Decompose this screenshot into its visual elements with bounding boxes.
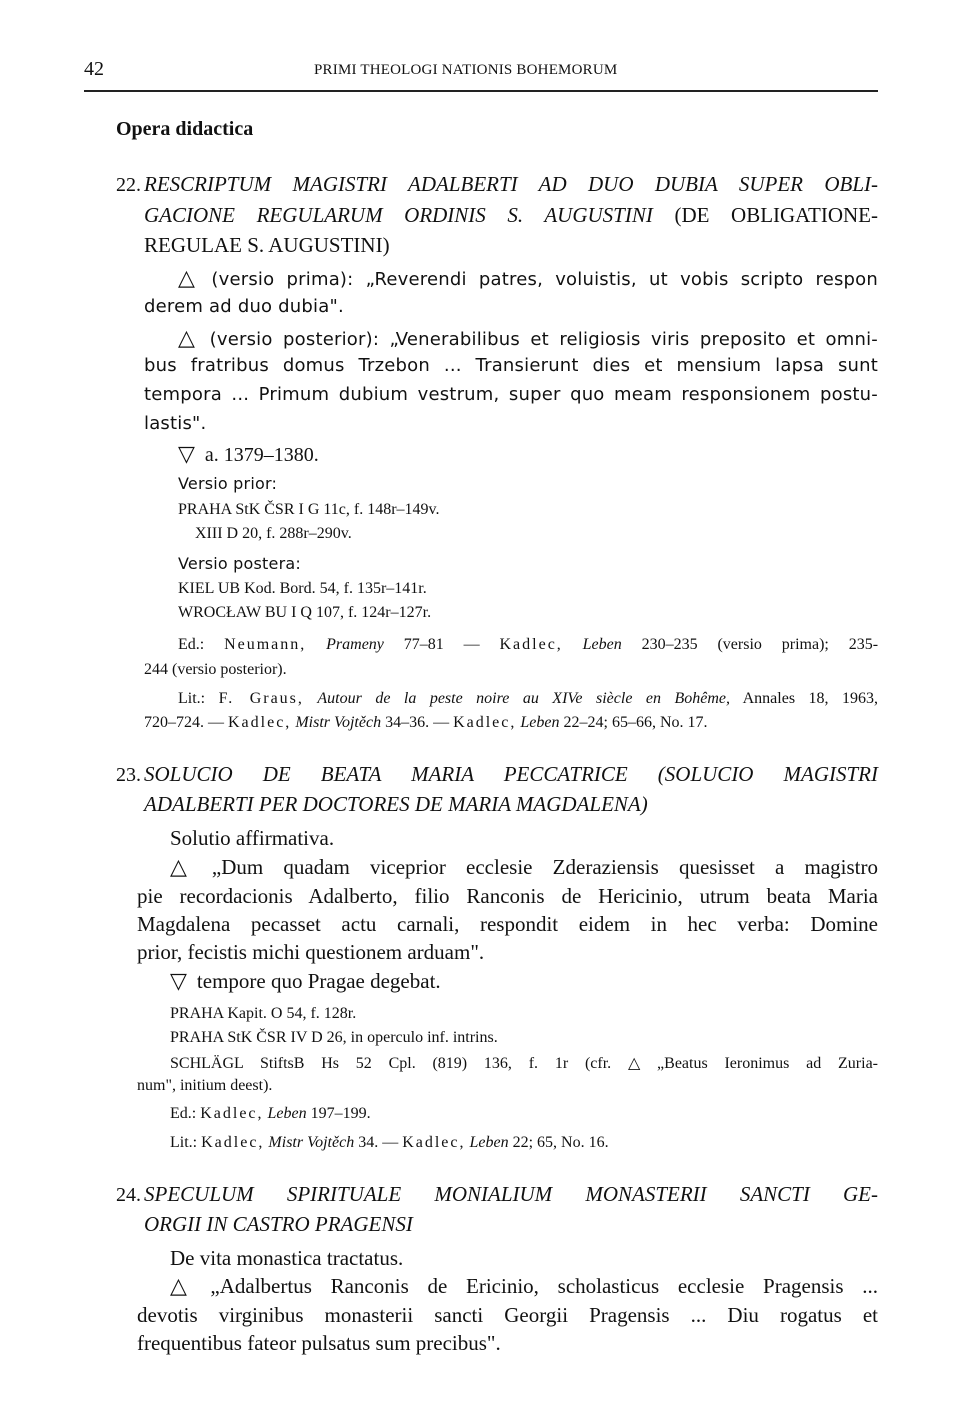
entry-23-ms-2: PRAHA StK ČSR IV D 26, in operculo inf. intrins. [170, 1029, 498, 1046]
entry-22-incipit-2-line-4: lastis". [144, 413, 207, 434]
entry-22-edition-line-1: Ed.: Neumann, Prameny 77–81 — Kadlec, Leben 230–235 (versio prima); 235- [178, 636, 879, 653]
entry-22-versio-postera-ms-1: KIEL UB Kod. Bord. 54, f. 135r–141r. [178, 580, 427, 597]
entry-22-title-line-1: RESCRIPTUM MAGISTRI ADALBERTI AD DUO DUBIA SUPER OBLI- [144, 172, 878, 196]
incipit-triangle-icon: △ [178, 326, 200, 351]
entry-23-genre: Solutio affirmativa. [170, 826, 335, 850]
incipit-triangle-icon: △ [627, 1053, 654, 1072]
entry-22-title-italic: GACIONE REGULARUM ORDINIS S. AUGUSTINI [144, 203, 653, 227]
entry-22-incipit-2-line-1: △ (versio posterior): „Venerabilibus et religiosis viris preposito et omni- [178, 326, 878, 351]
entry-23-number: 23. [116, 764, 141, 786]
entry-22-versio-prior-ms-2: XIII D 20, f. 288r–290v. [195, 525, 352, 542]
entry-23-ms-3-line-2: num", initium deest). [137, 1077, 273, 1094]
explicit-triangle-icon: ▽ [170, 969, 187, 994]
entry-23-incipit-line-4: prior, fecistis michi questionem arduam". [137, 940, 485, 964]
entry-22-title-upright: (DE OBLIGATIONE- [674, 203, 878, 227]
entry-22-date: ▽ a. 1379–1380. [178, 442, 319, 467]
entry-23-title-line-2: ADALBERTI PER DOCTORES DE MARIA MAGDALENA) [144, 792, 648, 816]
entry-22-versio-prior-label: Versio prior: [178, 474, 278, 493]
entry-22-title-line-3: REGULAE S. AUGUSTINI) [144, 233, 390, 257]
entry-23-literature: Lit.: Kadlec, Mistr Vojtěch 34. — Kadlec, Leben 22; 65, No. 16. [170, 1134, 609, 1151]
entry-22-incipit-2-line-2: bus fratribus domus Trzebon ... Transierunt dies et mensium lapsa sunt [144, 355, 878, 376]
entry-24-number: 24. [116, 1184, 141, 1206]
entry-22-versio-postera-label: Versio postera: [178, 554, 301, 573]
entry-23-edition: Ed.: Kadlec, Leben 197–199. [170, 1105, 371, 1122]
entry-24-incipit-line-3: frequentibus fateor pulsatus sum precibus". [137, 1331, 501, 1355]
running-title: PRIMI THEOLOGI NATIONIS BOHEMORUM [314, 62, 618, 78]
entry-23-explicit: ▽ tempore quo Pragae degebat. [170, 969, 441, 994]
entry-24-genre: De vita monastica tractatus. [170, 1246, 404, 1270]
entry-22-incipit-2-line-3: tempora ... Primum dubium vestrum, super quo meam responsionem postu- [144, 384, 878, 405]
entry-22-versio-prior-ms-1: PRAHA StK ČSR I G 11c, f. 148r–149v. [178, 501, 440, 518]
entry-22-incipit-1-line-2: derem ad duo dubia". [144, 296, 344, 317]
header-rule [84, 90, 878, 92]
entry-24-incipit-line-2: devotis virginibus monasterii sancti Georgii Pragensis ... Diu rogatus et [137, 1303, 878, 1327]
running-header [84, 58, 878, 86]
entry-23-ms-1: PRAHA Kapit. O 54, f. 128r. [170, 1005, 357, 1022]
entry-22-edition-line-2: 244 (versio posterior). [144, 661, 287, 678]
entry-22-literature-line-2: 720–724. — Kadlec, Mistr Vojtěch 34–36. — Kadlec, Leben 22–24; 65–66, No. 17. [144, 714, 708, 731]
entry-22-number: 22. [116, 174, 141, 196]
entry-23-incipit-line-1: △ „Dum quadam viceprior ecclesie Zderaziensis quesisset a magistro [170, 855, 879, 880]
page-number: 42 [84, 58, 104, 80]
entry-22-incipit-1-line-1: △ (versio prima): „Reverendi patres, voluistis, ut vobis scripto respon [178, 266, 879, 291]
entry-22-title-line-2 [144, 203, 878, 228]
entry-23-title-line-1: SOLUCIO DE BEATA MARIA PECCATRICE (SOLUCIO MAGISTRI [144, 762, 878, 786]
entry-23-incipit-line-3: Magdalena pecasset actu carnali, respondit eidem in hec verba: Domine [137, 912, 878, 936]
entry-22-versio-postera-ms-2: WROCŁAW BU I Q 107, f. 124r–127r. [178, 604, 432, 621]
section-title: Opera didactica [116, 118, 254, 140]
entry-23-ms-3-line-1: SCHLÄGL StiftsB Hs 52 Cpl. (819) 136, f. 1r (cfr. △ „Beatus Ieronimus ad Zuria- [170, 1053, 879, 1072]
explicit-triangle-icon: ▽ [178, 442, 195, 467]
incipit-triangle-icon: △ [178, 266, 202, 291]
entry-23-incipit-line-2: pie recordacionis Adalberto, filio Ranconis de Hericinio, utrum beata Maria [137, 884, 878, 908]
incipit-triangle-icon: △ [170, 855, 202, 880]
entry-24-title-line-1: SPECULUM SPIRITUALE MONIALIUM MONASTERII SANCTI GE- [144, 1182, 878, 1206]
entry-22-literature-line-1: Lit.: F. Graus, Autour de la peste noire au XIVe siècle en Bohême, Annales 18, 1963, [178, 690, 879, 707]
entry-24-title-line-2: ORGII IN CASTRO PRAGENSI [144, 1212, 413, 1236]
incipit-triangle-icon: △ [170, 1274, 201, 1299]
entry-24-incipit-line-1: △ „Adalbertus Ranconis de Ericinio, scholasticus ecclesie Pragensis ... [170, 1274, 878, 1299]
